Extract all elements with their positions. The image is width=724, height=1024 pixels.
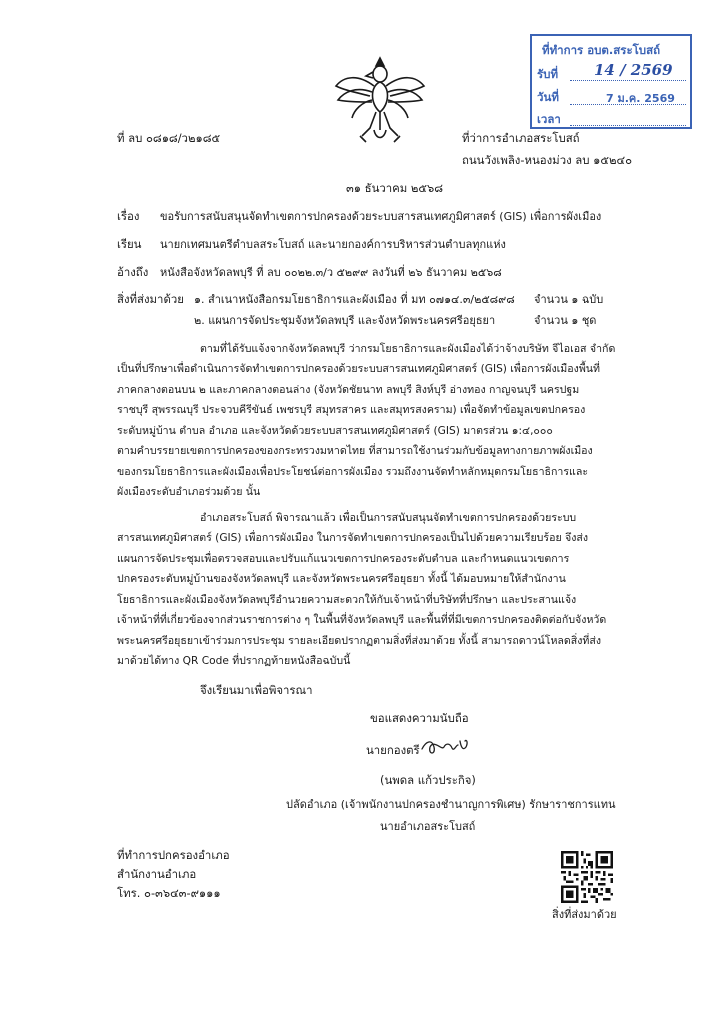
ref-value: หนังสือจังหวัดลพบุรี ที่ ลบ ๐๐๒๒.๓/ว ๕๒๙๙ ลงวันที่ ๒๖ ธันวาคม ๒๕๖๘ <box>160 266 502 279</box>
garuda-emblem <box>330 52 430 152</box>
regards: ขอแสดงความนับถือ <box>370 711 469 725</box>
footer-phone: โทร. ๐-๓๖๔๓-๙๑๑๑ <box>117 886 221 900</box>
to-value: นายกเทศมนตรีตำบลสระโบสถ์ และนายกองค์การบริหารส่วนตำบลทุกแห่ง <box>160 238 506 251</box>
subject-label: เรื่อง <box>117 209 140 223</box>
signer-position: ปลัดอำเภอ (เจ้าพนักงานปกครองชำนาญการพิเศษ) รักษาราชการแทน <box>286 798 616 811</box>
closing-request: จึงเรียนมาเพื่อพิจารณา <box>200 683 313 697</box>
paragraph-2-line: เจ้าหน้าที่ที่เกี่ยวข้องจากส่วนราชการต่าง ๆ ในพื้นที่จังหวัดลพบุรี และพื้นที่ที่มีเขตการปกครองติดต่อกับจังหวัด <box>117 614 607 626</box>
signer-prefix: นายกองตรี <box>366 743 420 757</box>
enclosure-label: สิ่งที่ส่งมาด้วย <box>117 292 184 306</box>
paragraph-1-line: เป็นที่ปรึกษาเพื่อดำเนินการจัดทำเขตการปกครองด้วยระบบสารสนเทศภูมิศาสตร์ (GIS) เพื่อการผังเมืองพื้นที่ <box>117 363 601 375</box>
receipt-stamp <box>530 34 692 129</box>
doc-number: ที่ ลบ ๐๘๑๘/ว๒๑๘๕ <box>117 131 221 145</box>
footer-office-1: ที่ทำการปกครองอำเภอ <box>117 848 230 862</box>
to-label: เรียน <box>117 237 142 251</box>
enclosure-2: ๒. แผนการจัดประชุมจังหวัดลพบุรี และจังหวัดพระนครศรีอยุธยา <box>194 314 496 327</box>
paragraph-1-line: ตามคำบรรยายเขตการปกครองของกระทรวงมหาดไทย ที่สามารถใช้งานร่วมกับข้อมูลทางกายภาพผังเมือง <box>117 445 593 457</box>
enclosure-2-qty: จำนวน ๑ ชุด <box>534 314 597 327</box>
stamp-receive-label: รับที่ <box>537 67 559 81</box>
stamp-date-value: 7 ม.ค. 2569 <box>606 92 675 105</box>
paragraph-2-line: พระนครศรีอยุธยาเข้าร่วมการประชุม รายละเอียดปรากฏตามสิ่งที่ส่งมาด้วย ทั้งนี้ สามารถดาวน์โหลดสิ่งที่ส่ง <box>117 635 602 647</box>
paragraph-2-line: โยธาธิการและผังเมืองจังหวัดลพบุรีอำนวยความสะดวกให้กับเจ้าหน้าที่บริษัทที่ปรึกษา และประสานแจ้ง <box>117 594 577 606</box>
footer-office-2: สำนักงานอำเภอ <box>117 867 197 881</box>
enclosure-1-qty: จำนวน ๑ ฉบับ <box>534 293 604 306</box>
paragraph-1-line: ราชบุรี สุพรรณบุรี ประจวบคีรีขันธ์ เพชรบุรี สมุทรสาคร และสมุทรสงคราม) เพื่อจัดทำข้อมูลเขตปกครอง <box>117 404 586 416</box>
stamp-receive-number: 14 / 2569 <box>594 61 673 79</box>
qr-code-icon <box>561 851 613 903</box>
paragraph-1-line: ระดับหมู่บ้าน ตำบล อำเภอ และจังหวัดด้วยระบบสารสนเทศภูมิศาสตร์ (GIS) มาตรส่วน ๑:๔,๐๐๐ <box>117 425 553 437</box>
qr-caption: สิ่งที่ส่งมาด้วย <box>552 908 617 921</box>
letter-date: ๓๑ ธันวาคม ๒๕๖๘ <box>346 181 444 195</box>
stamp-office: ที่ทำการ อบต.สระโบสถ์ <box>542 43 661 57</box>
paragraph-2-line: สารสนเทศภูมิศาสตร์ (GIS) เพื่อการผังเมือง ในการจัดทำเขตการปกครองเป็นไปด้วยความเรียบร้อย จึงส่ง <box>117 532 589 544</box>
signer-position-2: นายอำเภอสระโบสถ์ <box>380 820 476 833</box>
paragraph-1-line: ตามที่ได้รับแจ้งจากจังหวัดลพบุรี ว่ากรมโยธาธิการและผังเมืองได้ว่าจ้างบริษัท จีไอเอส จำกัด <box>200 343 616 355</box>
handwritten-signature <box>420 735 470 760</box>
paragraph-2-line: อำเภอสระโบสถ์ พิจารณาแล้ว เพื่อเป็นการสนับสนุนจัดทำเขตการปกครองด้วยระบบ <box>200 512 577 524</box>
paragraph-2-line: ปกครองระดับหมู่บ้านของจังหวัดลพบุรี และจังหวัดพระนครศรีอยุธยา ทั้งนี้ ได้มอบหมายให้สำนักงาน <box>117 573 566 585</box>
office-name: ที่ว่าการอำเภอสระโบสถ์ <box>462 131 580 145</box>
signer-name: (นพดล แก้วประกิจ) <box>380 773 476 787</box>
paragraph-1-line: ภาคกลางตอนบน ๒ และภาคกลางตอนล่าง (จังหวัดชัยนาท ลพบุรี สิงห์บุรี อ่างทอง กาญจนบุรี นครปฐม <box>117 384 580 396</box>
stamp-date-label: วันที่ <box>537 90 559 104</box>
paragraph-1-line: ผังเมืองระดับอำเภอร่วมด้วย นั้น <box>117 486 261 498</box>
office-address: ถนนวังเพลิง-หนองม่วง ลบ ๑๕๒๔๐ <box>462 153 633 167</box>
subject-value: ขอรับการสนับสนุนจัดทำเขตการปกครองด้วยระบบสารสนเทศภูมิศาสตร์ (GIS) เพื่อการผังเมือง <box>160 210 602 223</box>
paragraph-2-line: มาด้วยได้ทาง QR Code ที่ปรากฏท้ายหนังสือฉบับนี้ <box>117 655 351 667</box>
paragraph-2-line: แผนการจัดประชุมเพื่อตรวจสอบและปรับแก้แนวเขตการปกครองระดับตำบล และกำหนดแนวเขตการ <box>117 553 570 565</box>
paragraph-1-line: ของกรมโยธาธิการและผังเมืองเพื่อประโยชน์ต่อการผังเมือง รวมถึงงานจัดทำหลักหมุดกรมโยธาธิการและ <box>117 466 589 478</box>
enclosure-1: ๑. สำเนาหนังสือกรมโยธาธิการและผังเมือง ที่ มท ๐๗๑๔.๓/๒๕๘๙๘ <box>194 293 515 306</box>
stamp-time-label: เวลา <box>537 112 561 126</box>
ref-label: อ้างถึง <box>117 265 149 279</box>
